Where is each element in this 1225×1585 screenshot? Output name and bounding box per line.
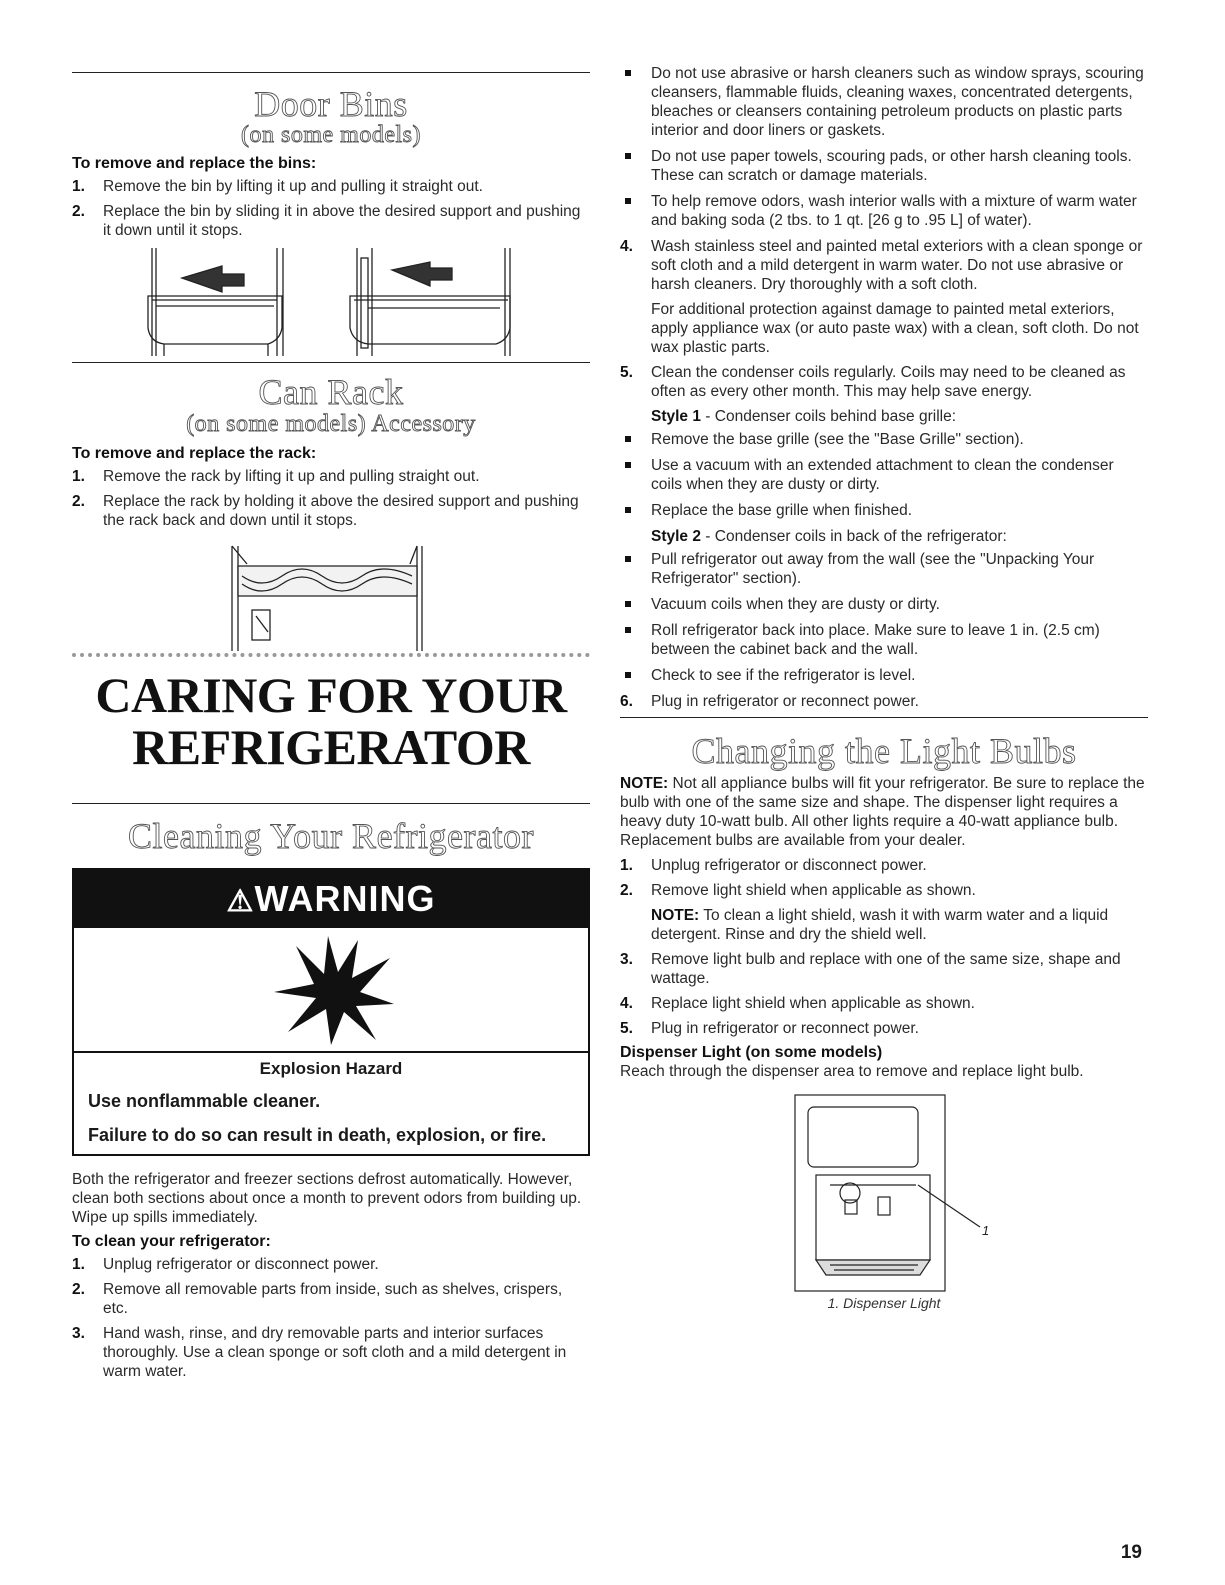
list-item: 2. Remove light shield when applicable as shown. NOTE: To clean a light shield, wash it with warm water and a liquid detergent. Rinse and dry the shield well. <box>620 882 1109 943</box>
can-rack-illustration <box>72 536 590 651</box>
page-number: 19 <box>1120 1542 1142 1563</box>
can-rack-heading: To remove and replace the rack: <box>72 445 317 462</box>
section-rule <box>620 717 1148 718</box>
list-item: 1. Remove the bin by lifting it up and pulling it straight out. <box>72 178 483 195</box>
page-main-title: CARING FOR YOUR REFRIGERATOR <box>95 667 567 775</box>
bulbs-note: NOTE: Not all appliance bulbs will fit your refrigerator. Be sure to replace the bulb with one of the same size and shape. The dispenser light requires a heavy duty 10-watt bulb. All other lights require a 40-watt appliance bulb. Replacement bulbs are available from your dealer. <box>620 775 1145 849</box>
section-rule <box>72 72 590 73</box>
cleaning-steps-cont <box>620 237 1148 711</box>
list-item: 5. Plug in refrigerator or reconnect power. <box>620 1020 919 1037</box>
section-rule <box>72 362 590 363</box>
can-rack-steps <box>72 467 590 530</box>
list-item: 1. Unplug refrigerator or disconnect power. <box>620 857 927 874</box>
list-item: Do not use abrasive or harsh cleaners such as window sprays, scouring cleansers, flammable fluids, cleaning waxes, concentrated detergents, bleaches or cleansers containing petroleum products on plastic parts interior and door liners or gaskets. <box>620 64 1148 140</box>
door-bins-title: Door Bins <box>254 84 408 124</box>
section-rule <box>72 803 590 804</box>
dispenser-heading: Dispenser Light (on some models) <box>620 1044 883 1061</box>
cleaning-bullets <box>620 64 1148 230</box>
callout-number: 1 <box>982 1223 990 1238</box>
bulbs-title: Changing the Light Bulbs <box>691 731 1077 771</box>
left-column <box>72 0 590 1387</box>
list-item: Do not use paper towels, scouring pads, or other harsh cleaning tools. These can scratch or damage materials. <box>620 147 1148 185</box>
can-rack-subtitle: (on some models) Accessory <box>186 411 476 437</box>
dispenser-caption: 1. Dispenser Light <box>827 1295 941 1311</box>
cleaning-steps <box>72 1255 590 1381</box>
explosion-icon <box>266 934 396 1046</box>
can-rack-title: Can Rack <box>258 372 404 412</box>
list-item: Pull refrigerator out away from the wall (see the "Unpacking Your Refrigerator" section). <box>620 550 1148 588</box>
warning-box <box>72 868 590 1156</box>
list-item: 2. Replace the rack by holding it above the desired support and pushing the rack back and down until it stops. <box>72 493 579 529</box>
door-bin-drawing <box>72 248 590 358</box>
cleaning-heading: To clean your refrigerator: <box>72 1233 271 1250</box>
warning-header: ⚠WARNING <box>74 870 588 928</box>
hazard-label: Explosion Hazard <box>259 1059 403 1078</box>
list-item: 3. Hand wash, rinse, and dry removable parts and interior surfaces thoroughly. Use a clean sponge or soft cloth and a mild detergent in warm water. <box>72 1325 567 1380</box>
list-item: Use a vacuum with an extended attachment to clean the condenser coils when they are dusty or dirty. <box>620 456 1148 494</box>
list-item: Check to see if the refrigerator is level. <box>620 666 1148 685</box>
list-item: To help remove odors, wash interior walls with a mixture of warm water and baking soda (2 tbs. to 1 qt. [26 g to .95 L] of water). <box>620 192 1148 230</box>
list-item: 4. Wash stainless steel and painted metal exteriors with a clean sponge or soft cloth and a mild detergent in warm water. Do not use abrasive or harsh cleaners. Dry thoroughly with a soft cloth. For additional protection against damage to painted metal exteriors, apply appliance wax (or auto paste wax) with a clean, soft cloth. Do not wax plastic parts. <box>620 238 1143 356</box>
cleaning-title: Cleaning Your Refrigerator <box>128 816 534 856</box>
door-bins-heading: To remove and replace the bins: <box>72 155 317 172</box>
warning-line-1: Use nonflammable cleaner. <box>88 1091 321 1111</box>
bulbs-steps <box>620 856 1148 1038</box>
list-item: 1. Unplug refrigerator or disconnect power. <box>72 1256 379 1273</box>
list-item: 5. Clean the condenser coils regularly. Coils may need to be cleaned as often as every other month. This may help save energy. Style 1 - Condenser coils behind base grille: Remove the base grille (see the "Base Grille" section). Use a vacuum with an extended attachment to clean the condenser coils when they are dusty or dirty. Replace the base grille when finished. Style 2 - Condenser coils in back of the refrigerator: Pull refrigerator out away from the wall (see the "Unpacking Your Refrigerator" section). Vacuum coils when they are dusty or dirty. Roll refrigerator back into place. Make sure to leave 1 in. (2.5 cm) between the cabinet back and the wall. Check to see if the refrigerator is level. <box>620 363 1148 685</box>
cleaning-intro: Both the refrigerator and freezer sections defrost automatically. However, clean both sections about once a month to prevent odors from building up. Wipe up spills immediately. <box>72 1171 582 1226</box>
list-item: 2. Remove all removable parts from inside, such as shelves, crispers, etc. <box>72 1281 563 1317</box>
list-item: 1. Remove the rack by lifting it up and pulling straight out. <box>72 468 480 485</box>
list-item: Replace the base grille when finished. <box>620 501 1148 520</box>
warning-line-2: Failure to do so can result in death, explosion, or fire. <box>88 1125 547 1145</box>
warning-triangle-icon: ⚠ <box>226 885 255 918</box>
list-item: 2. Replace the bin by sliding it in above the desired support and pushing it down until it stops. <box>72 203 581 239</box>
list-item: Roll refrigerator back into place. Make sure to leave 1 in. (2.5 cm) between the cabinet back and the wall. <box>620 621 1148 659</box>
door-bins-steps <box>72 177 590 240</box>
door-bins-illustration <box>72 248 590 358</box>
list-item: 3. Remove light bulb and replace with one of the same size, shape and wattage. <box>620 951 1121 987</box>
can-rack-drawing <box>72 536 590 651</box>
right-column <box>620 0 1148 1311</box>
door-bins-subtitle: (on some models) <box>241 122 421 148</box>
warning-text <box>74 1053 588 1154</box>
list-item: Vacuum coils when they are dusty or dirty. <box>620 595 1148 614</box>
dispenser-drawing <box>620 1085 1148 1295</box>
dotted-divider <box>72 653 590 657</box>
dispenser-text: Reach through the dispenser area to remove and replace light bulb. <box>620 1063 1084 1080</box>
list-item: Remove the base grille (see the "Base Grille" section). <box>620 430 1148 449</box>
explosion-icon-area <box>74 928 588 1053</box>
dispenser-illustration <box>620 1085 1148 1295</box>
list-item: 4. Replace light shield when applicable as shown. <box>620 995 975 1012</box>
list-item: 6. Plug in refrigerator or reconnect power. <box>620 693 919 710</box>
